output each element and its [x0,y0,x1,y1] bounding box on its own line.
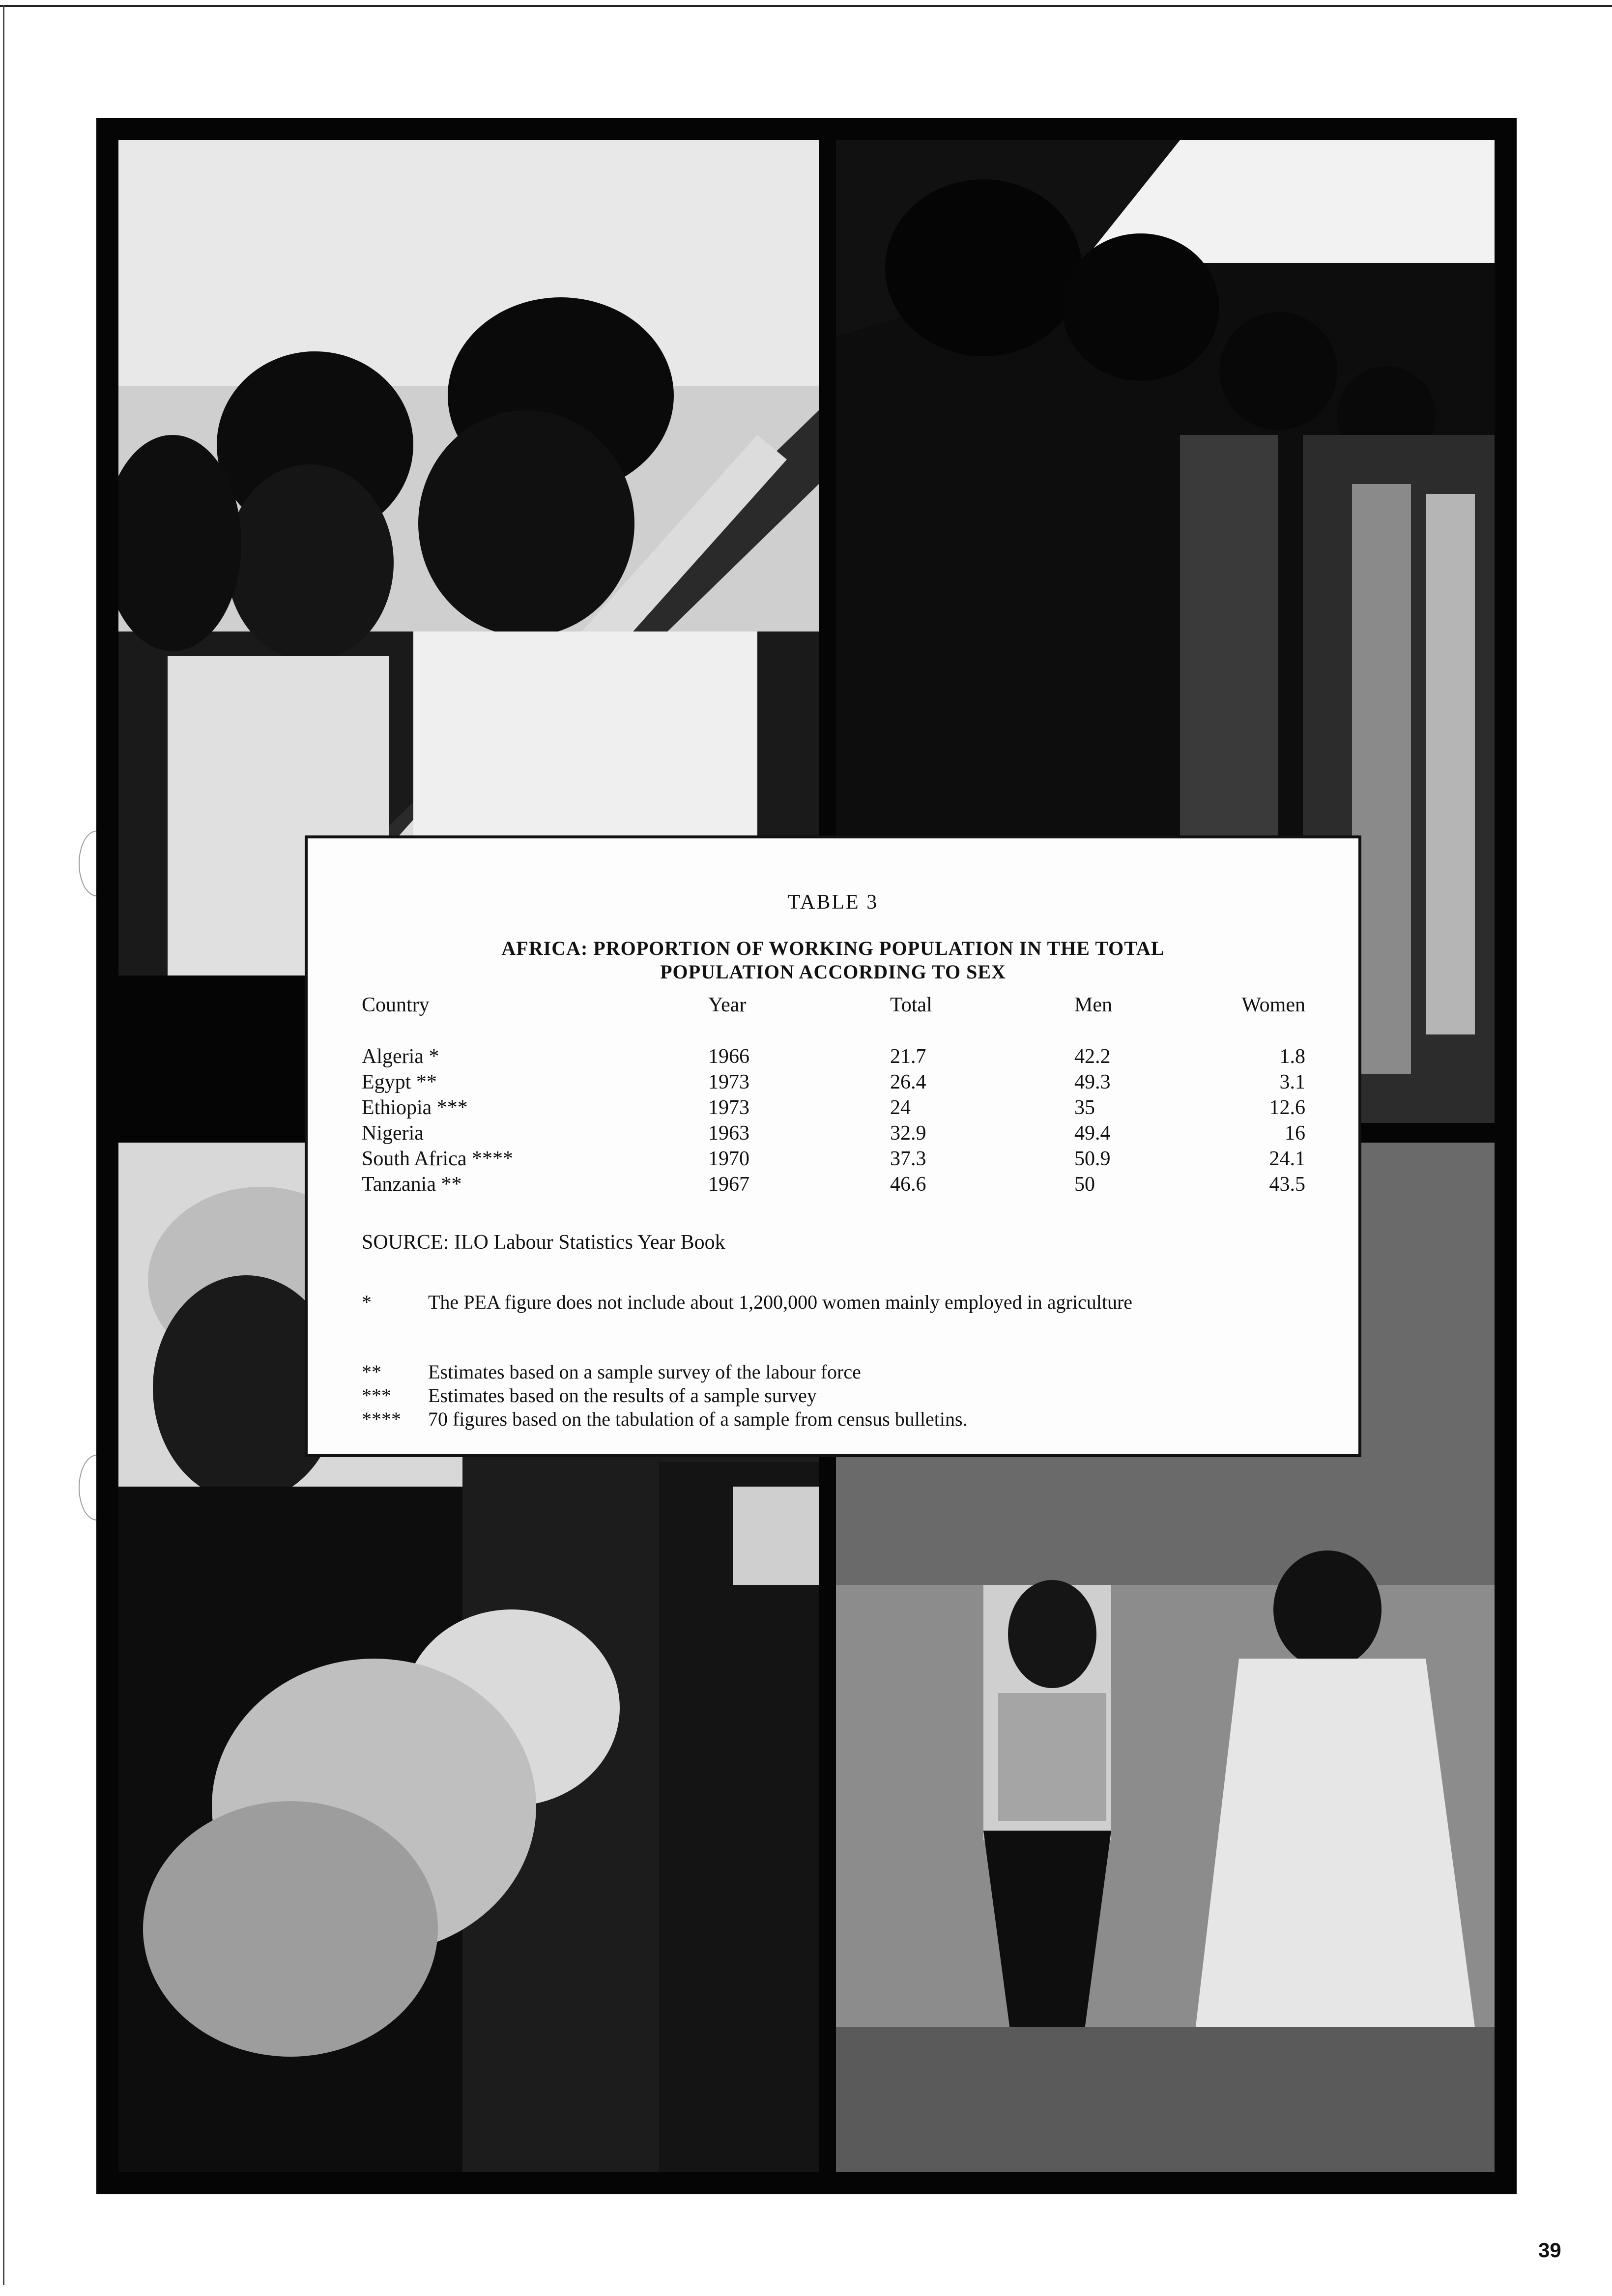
note-text-2: Estimates based on the results of a sample survey [428,1384,817,1406]
table-cell-r0-c2: 21.7 [890,1045,926,1068]
top-page-rule [0,5,1612,7]
table-cell-r2-c0: Ethiopia *** [362,1096,468,1119]
note-text-1: Estimates based on a sample survey of the labour force [428,1361,861,1383]
table-title-line-2: POPULATION ACCORDING TO SEX [660,961,1006,983]
table-cell-r4-c3: 50.9 [1074,1148,1111,1170]
note-mark-3: **** [362,1408,401,1430]
page-number: 39 [1538,2239,1561,2262]
photo-collage-frame [96,118,1517,2194]
header-women: Women [1241,994,1305,1016]
table-cell-r3-c0: Nigeria [362,1122,424,1145]
table-cell-r0-c1: 1966 [708,1045,749,1068]
table-cell-r4-c4: 24.1 [1269,1148,1305,1170]
table-cell-r4-c2: 37.3 [890,1148,926,1170]
table-cell-r3-c1: 1963 [708,1122,749,1145]
table-cell-r4-c1: 1970 [708,1148,749,1170]
table-cell-r3-c3: 49.4 [1074,1122,1111,1145]
header-men: Men [1074,994,1112,1016]
table-cell-r2-c3: 35 [1074,1096,1095,1119]
table-cell-r1-c1: 1973 [708,1071,749,1093]
table-cell-r1-c0: Egypt ** [362,1071,437,1093]
table-cell-r2-c1: 1973 [708,1096,749,1119]
table-cell-r1-c2: 26.4 [890,1071,926,1093]
table-number: TABLE 3 [787,891,879,914]
note-mark-2: *** [362,1384,391,1406]
table-cell-r5-c1: 1967 [708,1173,749,1196]
table-cell-r0-c3: 42.2 [1074,1045,1111,1068]
table-3-panel [305,835,1361,1457]
table-cell-r1-c3: 49.3 [1074,1071,1111,1093]
table-cell-r0-c0: Algeria * [362,1045,439,1068]
table-cell-r4-c0: South Africa **** [362,1148,513,1170]
table-cell-r1-c4: 3.1 [1279,1071,1305,1093]
note-text-3: 70 figures based on the tabulation of a sample from census bulletins. [428,1408,968,1430]
header-total: Total [890,994,932,1016]
note-mark-1: ** [362,1361,381,1383]
left-page-rule [3,5,4,2285]
table-cell-r0-c4: 1.8 [1279,1045,1305,1068]
table-cell-r5-c0: Tanzania ** [362,1173,462,1196]
table-cell-r5-c2: 46.6 [890,1173,926,1196]
header-country: Country [362,994,430,1016]
header-year: Year [708,994,747,1016]
table-cell-r5-c4: 43.5 [1269,1173,1305,1196]
note-mark-0: * [362,1291,372,1313]
note-text-0: The PEA figure does not include about 1,200,000 women mainly employed in agriculture [428,1291,1133,1313]
table-cell-r5-c3: 50 [1074,1173,1095,1196]
table-title-line-1: AFRICA: PROPORTION OF WORKING POPULATION IN THE TOTAL [501,937,1165,959]
table-cell-r3-c2: 32.9 [890,1122,926,1145]
table-cell-r3-c4: 16 [1285,1122,1305,1145]
table-source: SOURCE: ILO Labour Statistics Year Book [362,1231,725,1254]
table-cell-r2-c4: 12.6 [1269,1096,1305,1119]
table-cell-r2-c2: 24 [890,1096,911,1119]
table-title [308,937,1358,984]
